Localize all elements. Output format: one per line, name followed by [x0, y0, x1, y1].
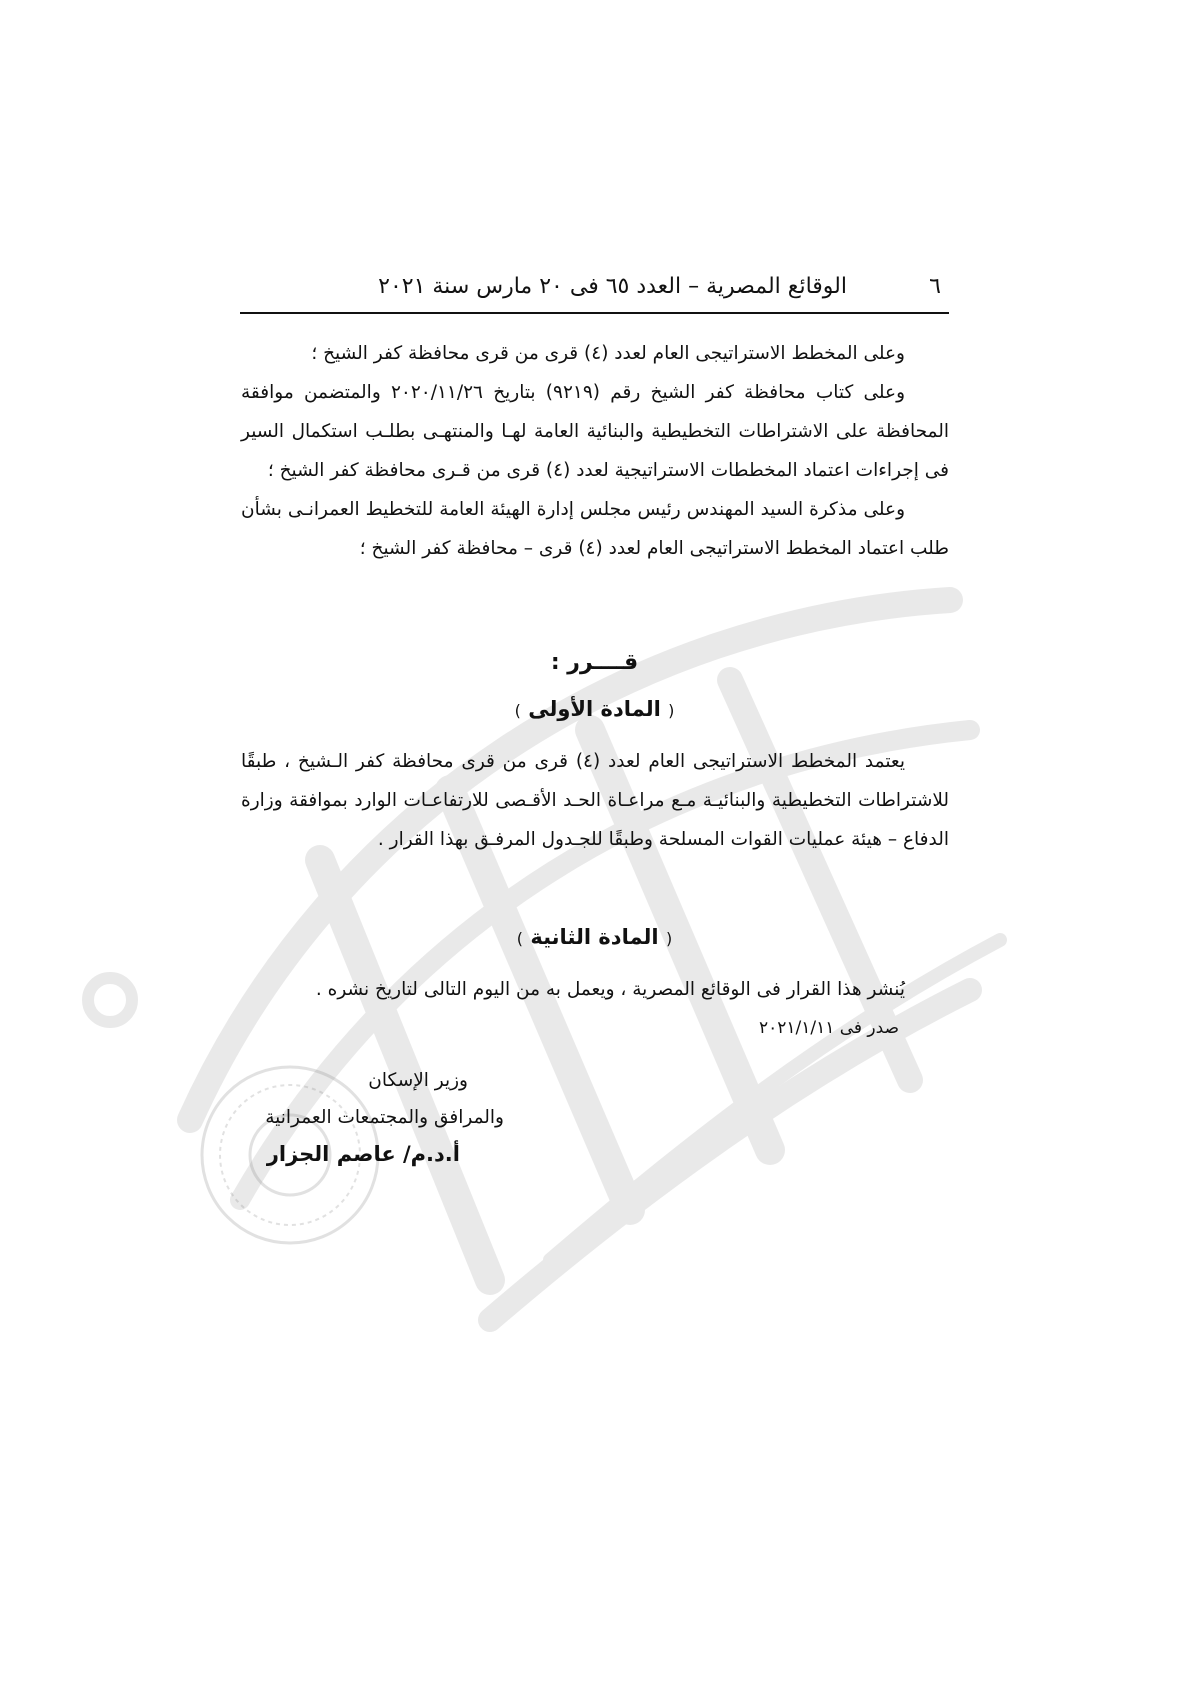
minister-title-line2: والمرافق والمجتمعات العمرانية	[265, 1107, 504, 1128]
preamble-paragraph-3: وعلى مذكرة السيد المهندس رئيس مجلس إدارة الهيئة العامة للتخطيط العمرانـى بشأن طلب اعتماد المخطط الاستراتيجى العام لعدد (٤) قرى – محافظة كفر الشيخ ؛	[241, 499, 949, 559]
article-1-body	[241, 742, 949, 859]
minister-title-line1: وزير الإسكان	[368, 1070, 468, 1091]
signature-block	[265, 1062, 504, 1173]
article-1-text: يعتمد المخطط الاستراتيجى العام لعدد (٤) قرى من قرى محافظة كفر الـشيخ ، طبقًا للاشتراطات التخطيطية والبنائيـة مـع مراعـاة الحـد الأقـصى للارتفاعـات الوارد بموافقة وزارة الدفاع – هيئة عمليات القوات المسلحة وطبقًا للجـدول المرفـق بهذا القرار .	[241, 751, 949, 850]
issue-date: صدر فى ٢٠٢١/١/١١	[758, 1018, 899, 1038]
preamble-paragraph-2: وعلى كتاب محافظة كفر الشيخ رقم (٩٢١٩) بتاريخ ٢٠٢٠/١١/٢٦ والمتضمن موافقة المحافظة على الاشتراطات التخطيطية والبنائية العامة لهـا والمنتهـى بطلـب استكمال السير فى إجراءات اعتماد المخططات الاستراتيجية لعدد (٤) قرى من قـرى محافظة كفر الشيخ ؛	[241, 382, 949, 481]
minister-name: أ.د.م/ عاصم الجزار	[266, 1142, 460, 1166]
article-1-heading: ( المادة الأولى )	[514, 697, 675, 721]
article-2-body	[241, 970, 949, 1009]
page-number: ٦	[929, 274, 941, 299]
article-1-title: المادة الأولى	[528, 697, 661, 721]
preamble-paragraph-1: وعلى المخطط الاستراتيجى العام لعدد (٤) قرى من قرى محافظة كفر الشيخ ؛	[311, 343, 905, 364]
article-2-title: المادة الثانية	[530, 925, 659, 949]
decision-heading: قــــرر :	[550, 650, 639, 675]
article-2-text: يُنشر هذا القرار فى الوقائع المصرية ، ويعمل به من اليوم التالى لتاريخ نشره .	[315, 979, 905, 1000]
article-2-heading: ( المادة الثانية )	[516, 925, 673, 949]
gazette-title: الوقائع المصرية – العدد ٦٥ فى ٢٠ مارس سنة ٢٠٢١	[378, 274, 847, 299]
official-watermark	[70, 560, 1050, 1360]
preamble	[241, 334, 949, 568]
page-header	[240, 272, 949, 314]
